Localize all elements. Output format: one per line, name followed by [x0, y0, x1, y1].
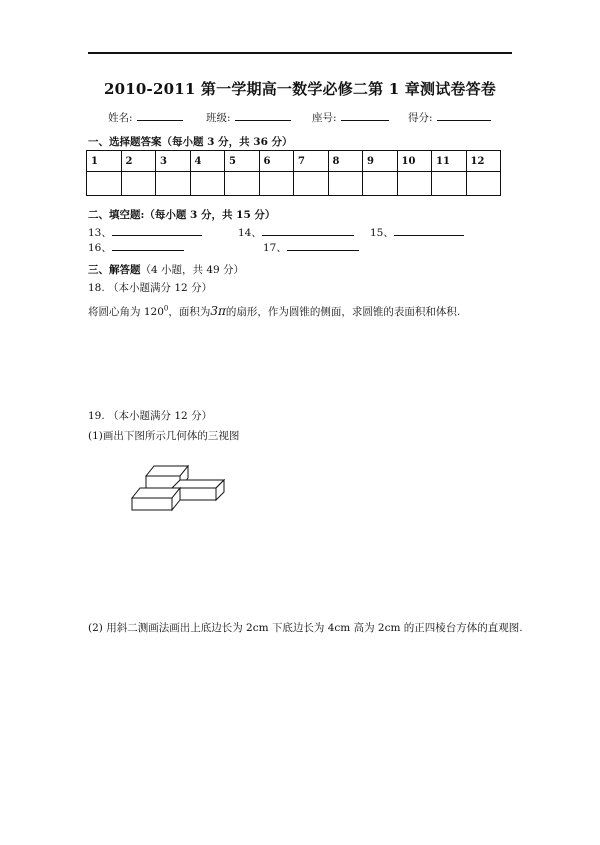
answer-cell[interactable]: [87, 172, 122, 196]
answer-number: 12: [466, 151, 501, 172]
answer-number: 9: [363, 151, 398, 172]
fill-item-16: 16、: [88, 240, 184, 255]
answer-number: 8: [328, 151, 363, 172]
name-label: 姓名:: [108, 112, 133, 124]
answer-cell[interactable]: [466, 172, 501, 196]
answer-cell[interactable]: [259, 172, 294, 196]
section3-heading: 三、解答题（4 小题，共 49 分）: [88, 264, 245, 276]
name-blank[interactable]: [137, 110, 183, 121]
answer-table: [86, 150, 501, 196]
answer-number: 6: [259, 151, 294, 172]
answer-number: 5: [225, 151, 260, 172]
answer-cell[interactable]: [156, 172, 191, 196]
answer-number: 10: [397, 151, 432, 172]
fill-item-17: 17、: [263, 240, 359, 255]
top-rule: [88, 52, 512, 54]
answer-cell[interactable]: [225, 172, 260, 196]
answer-number: 7: [294, 151, 329, 172]
q19-part2: (2) 用斜二测画法画出上底边长为 2cm 下底边长为 4cm 高为 2cm 的正四棱台方体的直观图.: [88, 622, 523, 634]
answer-number: 1: [87, 151, 122, 172]
score-label: 得分:: [408, 112, 433, 124]
answer-blank-row: [87, 172, 501, 196]
answer-cell[interactable]: [121, 172, 156, 196]
name-field: [108, 110, 183, 125]
section1-heading: 一、选择题答案（每小题 3 分，共 36 分）: [88, 136, 293, 148]
seat-blank[interactable]: [341, 110, 389, 121]
score-field: [408, 110, 491, 125]
answer-cell[interactable]: [294, 172, 329, 196]
answer-number: 2: [121, 151, 156, 172]
answer-cell[interactable]: [190, 172, 225, 196]
q19-part1: (1)画出下图所示几何体的三视图: [88, 430, 240, 442]
q18-text: 将圆心角为 $120^0$，面积为3π的扇形，作为圆锥的侧面，求圆锥的表面积和体积.: [88, 304, 461, 318]
q19-header: 19. （本小题满分 12 分）: [88, 410, 213, 422]
fill-item-15: 15、: [370, 225, 464, 240]
fill-blank[interactable]: [112, 225, 202, 236]
seat-field: [312, 110, 389, 125]
answer-cell[interactable]: [363, 172, 398, 196]
solid-figure-illustration: [130, 462, 226, 514]
left-box-front-face: [132, 498, 172, 510]
answer-cell[interactable]: [432, 172, 467, 196]
seat-label: 座号:: [312, 112, 337, 124]
q18-header: 18. （本小题满分 12 分）: [88, 282, 213, 294]
class-field: [206, 110, 291, 125]
section2-heading: 二、填空题:（每小题 3 分，共 15 分）: [88, 209, 276, 221]
class-blank[interactable]: [235, 110, 291, 121]
answer-cell[interactable]: [328, 172, 363, 196]
fill-blank[interactable]: [112, 240, 184, 251]
page-title: 2010-2011 第一学期高一数学必修二第 1 章测试卷答卷: [103, 80, 497, 98]
answer-number: 3: [156, 151, 191, 172]
right-box-top-face: [172, 480, 224, 488]
fill-blank[interactable]: [394, 225, 464, 236]
three-pi: 3π: [210, 304, 226, 318]
answer-number: 4: [190, 151, 225, 172]
answer-number: 11: [432, 151, 467, 172]
score-blank[interactable]: [437, 110, 491, 121]
fill-blank[interactable]: [262, 225, 354, 236]
answer-cell[interactable]: [397, 172, 432, 196]
answer-number-row: [87, 151, 501, 172]
fill-blank[interactable]: [287, 240, 359, 251]
class-label: 班级:: [206, 112, 231, 124]
fill-item-13: 13、: [88, 225, 202, 240]
fill-item-14: 14、: [238, 225, 354, 240]
